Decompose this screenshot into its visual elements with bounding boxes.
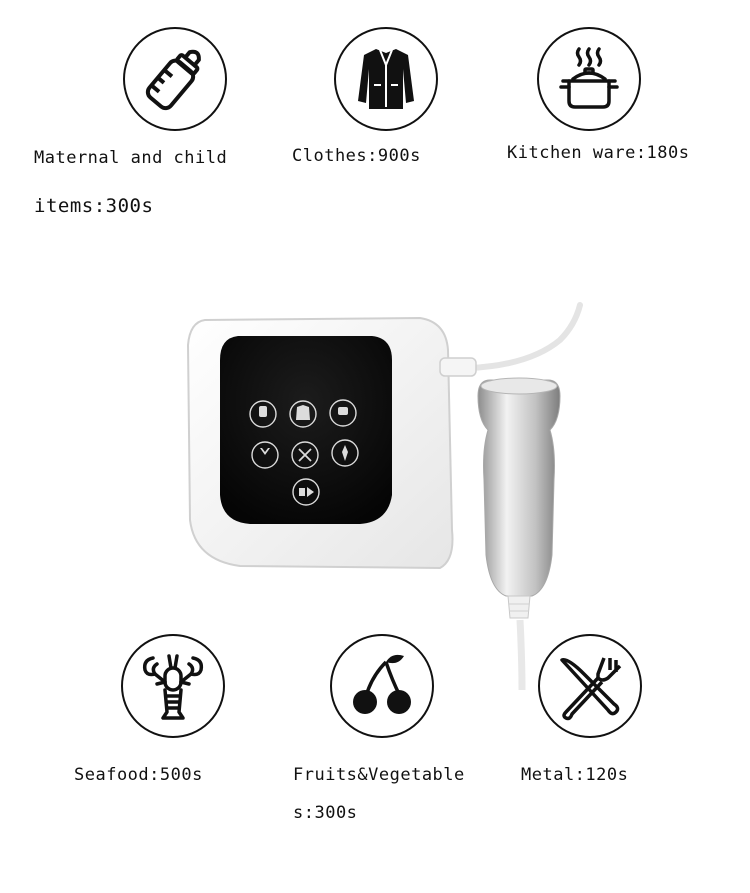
lobster-icon-circle: [121, 634, 225, 738]
category-metal-label: Metal:120s: [521, 765, 629, 785]
category-fruits-label-line2: s:300s: [293, 803, 358, 823]
ultrasonic-probe: [478, 380, 560, 596]
lobster-icon: [133, 646, 213, 726]
category-clothes-label: Clothes:900s: [292, 146, 421, 166]
cherry-icon-circle: [330, 634, 434, 738]
cherry-icon: [342, 646, 422, 726]
category-seafood-label: Seafood:500s: [74, 765, 203, 785]
control-panel: [220, 336, 392, 524]
power-cable: [470, 305, 580, 368]
category-maternal-time-text: items:300s: [34, 195, 154, 217]
category-kitchen-label: Kitchen ware:180s: [507, 143, 690, 163]
cable-connector: [440, 358, 476, 376]
category-fruits-label: Fruits&Vegetable: [293, 765, 465, 785]
fork-knife-icon-circle: [538, 634, 642, 738]
probe-cable: [520, 620, 522, 690]
fork-knife-icon: [550, 646, 630, 726]
category-maternal-label: Maternal and child: [34, 148, 228, 168]
